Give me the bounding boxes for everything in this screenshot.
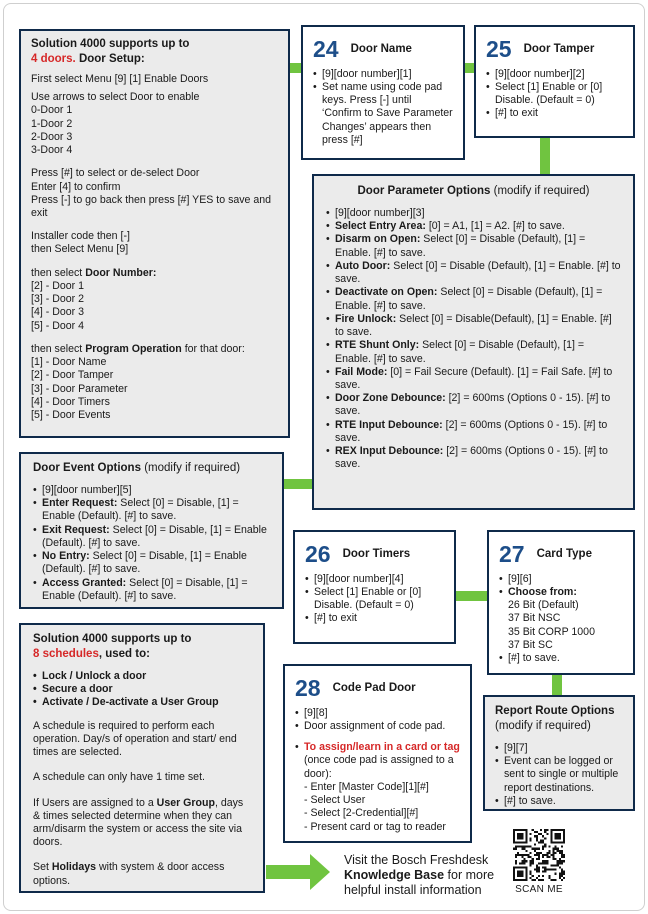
program-item: [2] - Door Tamper [31,369,114,382]
list-item [33,550,270,576]
report-route-list [495,742,623,808]
kb-line [344,868,494,883]
report-route-subtitle: (modify if required) [495,719,591,732]
report-route-title: Report Route Options [495,705,615,717]
assign-rest: (once code pad is assigned to a door): [304,754,454,780]
item-text: Select [0] = Disable (Default), [1] = Enable. [#] to save. [335,339,585,365]
item-label: Fire Unlock: [335,312,400,325]
door-timers-title: Door Timers [342,548,411,561]
item-label: Fail Mode: [335,365,391,378]
item-label: Door Zone Debounce: [335,392,449,405]
item-label: REX Input Debounce: [335,445,447,458]
sched-title-red: 8 schedules [33,647,99,660]
list-item [326,286,621,312]
list-item: • Select [1] Enable or [0] Disable. (Default = 0) [305,586,444,612]
door-name-number: 24 [313,36,339,62]
item-text: Select [0] = Disable, [1] = Enable (Default). [#] to save. [42,550,247,576]
card-type-save-list [499,652,623,665]
item-text: [2] = 600ms (Options 0 - 15). [#] to save. [335,445,608,471]
program-item: [3] - Door Parameter [31,382,128,395]
door-tamper-title: Door Tamper [523,43,595,56]
list-item [499,586,623,599]
list-item: • Select [1] Enable or [0] Disable. (Default = 0) [486,81,623,107]
kb-b: for more [447,868,495,882]
item-label: No Entry: [42,550,93,563]
list-item [326,233,621,259]
item-text: Select [0] = Disable, [1] = Enable (Default). [#] to save. [42,523,267,549]
step: - Select [2-Credential][#] [304,807,419,820]
list-item [326,207,621,220]
door-number-item: [5] - Door 4 [31,319,84,332]
item-text: [9][door number][5] [42,483,132,496]
door-timers-panel [293,530,456,644]
door-timers-list [305,573,444,626]
list-item: • [#] to save. [495,795,623,808]
sched-p3a: If Users are assigned to a [33,796,154,809]
connector [283,479,313,489]
item-label: Disarm on Open: [335,233,424,246]
sched-title-b: , used to: [98,647,150,660]
card-option: 26 Bit (Default) [508,599,579,612]
item-text: Select [0] = Disable, [1] = Enable (Default). [#] to save. [42,576,248,602]
door-param-title: Door Parameter Options [357,185,491,197]
scan-me-label: SCAN ME [515,884,563,895]
code-pad-steps [295,781,460,834]
item-text: Select [0] = Disable (Default), [1] = Enable. [#] to save. [335,233,586,259]
list-item [326,339,621,365]
item-label: Access Granted: [42,576,130,589]
card-option: 37 Bit NSC [508,612,561,625]
setup-line: 3-Door 4 [31,144,73,157]
code-pad-list [295,707,460,733]
item-label: RTE Input Debounce: [335,418,446,431]
list-item: • Set name using code pad keys. Press [-] until ‘Confirm to Save Parameter Changes’ appears then press [#] [313,81,453,147]
card-type-list [499,573,623,599]
list-item: • [#] to save. [499,652,623,665]
step: - Present card or tag to reader [304,820,446,833]
sched-p3c: , days & times selected determine when they can arm/disarm the system or access the site via doors. [33,796,244,849]
list-item [326,419,621,445]
program-item: [5] - Door Events [31,409,111,422]
setup-line: 1-Door 2 [31,117,73,130]
item-text: Select [0] = Disable, [1] = Enable (Default). [#] to save. [42,497,239,523]
connector [552,674,562,696]
door-tamper-number: 25 [486,36,512,62]
kb-line: Visit the Bosch Freshdesk [344,853,489,867]
schedule-uses [33,670,251,710]
list-item: • [9][7] [495,742,623,755]
choose-label: Choose from: [508,585,577,598]
door-parameter-panel [312,174,635,510]
list-item: • Secure a door [33,683,251,696]
code-pad-panel [283,664,472,843]
door-event-title: Door Event Options [33,462,141,474]
card-type-panel [487,530,635,675]
door-param-list [326,207,621,472]
door-number-item: [3] - Door 2 [31,293,84,306]
list-item [326,260,621,286]
list-item [33,497,270,523]
door-number-item: [2] - Door 1 [31,279,84,292]
item-text: [2] = 600ms (Options 0 - 15). [#] to save. [335,418,608,444]
list-item: • [#] to exit [486,107,623,120]
sched-title-a: Solution 4000 supports up to [33,633,192,645]
program-heading [31,343,278,356]
item-label: Auto Door: [335,259,394,272]
list-item: • [9][6] [499,573,623,586]
list-item: • [9][door number][2] [486,68,623,81]
item-text: Select [0] = Disable (Default), [1] = Enable. [#] to save. [335,259,621,286]
schedules-panel [19,623,265,893]
program-post: for that door: [184,342,245,355]
setup-line: 2-Door 3 [31,130,73,143]
item-label: Deactivate on Open: [335,286,441,299]
setup-lines [31,73,278,422]
list-item: • Door assignment of code pad. [295,720,460,733]
list-item [326,445,621,471]
setup-line: 0-Door 1 [31,104,73,117]
sched-p3b: User Group [156,796,215,809]
item-label: Select Entry Area: [335,220,429,233]
item-label: Enter Request: [42,497,121,510]
report-route-panel [483,695,635,811]
code-pad-number: 28 [295,675,321,701]
card-options [499,599,623,652]
list-item: • [#] to exit [305,612,444,625]
list-item: • [9][door number][4] [305,573,444,586]
program-bold: Program Operation [85,342,182,355]
setup-line: then Select Menu [9] [31,243,129,256]
program-item: [4] - Door Timers [31,395,110,408]
list-item [33,577,270,603]
list-item [326,366,621,392]
item-text: Select [0] = Disable (Default), [1] = Enable. [#] to save. [335,286,603,312]
door-event-panel [19,452,284,609]
sched-p4a: Set [33,861,49,874]
door-param-subtitle: (modify if required) [493,185,590,197]
door-tamper-panel [474,25,635,138]
door-number-bold: Door Number: [85,266,157,279]
card-option: 37 Bit SC [508,638,553,651]
sched-p4c: with system & door access options. [33,861,225,887]
list-item [295,741,460,781]
list-item: • [9][door number][1] [313,68,453,81]
setup-line: Use arrows to select Door to enable [31,91,200,104]
setup-title-red: 4 doors. [31,52,76,65]
list-item: • Event can be logged or sent to single or multiple report destinations. [495,755,623,795]
setup-line: Installer code then [-] [31,230,130,243]
item-text: [0] = A1, [1] = A2. [#] to save. [428,220,565,233]
door-setup-panel [19,29,290,438]
qr-code-icon[interactable] [513,829,565,881]
list-item: • [9][8] [295,707,460,720]
item-label: RTE Shunt Only: [335,339,423,352]
setup-title-b: Door Setup: [78,52,145,65]
arrow-right-icon [266,852,332,892]
item-text: [0] = Fail Secure (Default). [1] = Fail Safe. [#] to save. [335,365,613,391]
list-item [33,524,270,550]
card-type-title: Card Type [536,548,592,561]
program-item: [1] - Door Name [31,356,107,369]
door-number-item: [4] - Door 3 [31,306,84,319]
door-number-pre: then select [31,266,83,279]
kb-bold: Knowledge Base [344,868,445,882]
door-number-heading [31,267,278,280]
item-label: Exit Request: [42,523,113,536]
sched-paragraph: A schedule can only have 1 time set. [33,771,205,784]
sched-paragraph [33,861,251,887]
item-text: [2] = 600ms (Options 0 - 15). [#] to save. [335,392,611,418]
door-event-list [33,484,270,603]
sched-paragraph: A schedule is required to perform each operation. Day/s of operation and start/ end times are selected. [33,719,237,759]
item-text: [9][door number][3] [335,206,425,219]
knowledge-base-text [344,853,494,898]
program-pre: then select [31,342,83,355]
door-name-title: Door Name [350,43,412,56]
sched-paragraph [33,797,251,850]
step: - Enter [Master Code][1][#] [304,780,429,793]
setup-line: First select Menu [9] [1] Enable Doors [31,72,209,85]
item-text: Select [0] = Disable(Default), [1] = Enable. [#] to save. [335,312,612,339]
connector [455,591,488,601]
list-item: • Activate / De-activate a User Group [33,696,251,709]
setup-title-a: Solution 4000 supports up to [31,38,190,50]
door-timers-number: 26 [305,541,331,567]
kb-line: helpful install information [344,883,482,897]
connector [540,137,550,175]
code-pad-title: Code Pad Door [332,682,416,695]
setup-line: Enter [4] to confirm [31,180,121,193]
list-item [326,220,621,233]
list-item [326,392,621,418]
card-option: 35 Bit CORP 1000 [508,625,595,638]
step: - Select User [304,794,366,807]
setup-line: Press [#] to select or de-select Door [31,167,200,180]
setup-line: Press [-] to go back then press [#] YES to save and exit [31,193,272,219]
list-item [326,313,621,339]
card-type-number: 27 [499,541,525,567]
door-name-list [313,68,453,147]
door-tamper-list [486,68,623,121]
sched-p4b: Holidays [51,861,97,874]
code-pad-assign [295,741,460,781]
door-event-subtitle: (modify if required) [144,462,241,474]
list-item: • Lock / Unlock a door [33,670,251,683]
assign-red: To assign/learn in a card or tag [304,741,460,754]
list-item [33,484,270,497]
door-name-panel [301,25,465,160]
